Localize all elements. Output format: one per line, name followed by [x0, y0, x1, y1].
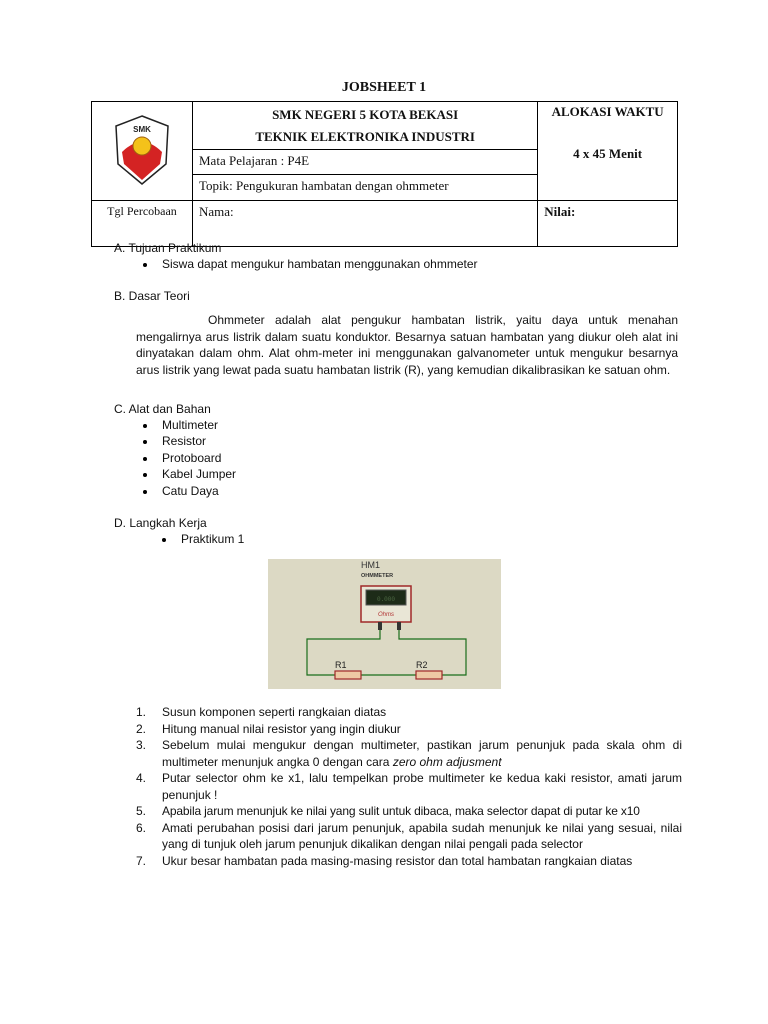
- school-logo-icon: [92, 102, 192, 196]
- tool-item: Kabel Jumper: [162, 467, 237, 481]
- tool-item: Catu Daya: [162, 484, 219, 498]
- meter-unit: Ohms: [377, 612, 395, 618]
- name-cell: Nama:: [193, 201, 538, 247]
- subject-cell: Mata Pelajaran : P4E: [193, 149, 538, 175]
- circuit-svg: [268, 559, 501, 689]
- school-info: [193, 102, 538, 150]
- department-name: TEKNIK ELEKTRONIKA INDUSTRI: [255, 129, 475, 144]
- step-item: 3. Sebelum mulai mengukur dengan multimeter, pastikan jarum penunjuk pada skala ohm di multimeter menunjuk angka 0 dengan cara zero ohm adjusment: [136, 738, 682, 769]
- resistor-r1: [335, 671, 361, 679]
- allocation-value: 4 x 45 Menit: [573, 146, 643, 161]
- section-b-text: Ohmmeter adalah alat pengukur hambatan listrik, yaitu daya untuk menahan mengalirnya arus listrik dalam suatu konduktor. Besarnya satuan hambatan yang diukur oleh alat ini dinyatakan dalam ohm. Alat ohm-meter ini menggunakan galvanometer untuk mengukur besarnya arus listrik yang lewat pada suatu hambatan listrik (R), yang kemudian dikalibrasikan ke satuan ohm.: [136, 313, 678, 377]
- tool-item: Resistor: [162, 434, 207, 448]
- bullet-icon: [143, 490, 147, 494]
- tool-item: Multimeter: [162, 418, 219, 432]
- section-d-title: D. Langkah Kerja: [114, 516, 207, 530]
- step-item: 4. Putar selector ohm ke x1, lalu tempelkan probe multimeter ke kedua kaki resistor, amati jarum penunjuk !: [136, 771, 682, 802]
- resistor-r2: [416, 671, 442, 679]
- header-table: [91, 101, 678, 247]
- tool-item: Protoboard: [162, 451, 222, 465]
- section-b-title: B. Dasar Teori: [114, 289, 190, 303]
- allocation-label: ALOKASI WAKTU: [551, 104, 664, 119]
- meter-terminal-right: [397, 622, 401, 630]
- date-cell: [92, 201, 193, 247]
- resistor-r1-label: R1: [335, 660, 347, 670]
- score-cell: Nilai:: [538, 201, 678, 247]
- bullet-icon: [143, 457, 147, 461]
- section-a-title: A. Tujuan Praktikum: [114, 241, 222, 255]
- step-item: 5. Apabila jarum menunjuk ke nilai yang sulit untuk dibaca, maka selector dapat di putar ke x10: [136, 804, 640, 818]
- document-title: JOBSHEET 1: [341, 80, 427, 95]
- section-c-title: C. Alat dan Bahan: [114, 402, 211, 416]
- step-item: 6. Amati perubahan posisi dari jarum penunjuk, apabila sudah menunjuk ke nilai yang sesuai, nilai yang di tunjuk oleh jarum penunjuk dikalikan dengan nilai pengali pada selector: [136, 820, 682, 851]
- steps-list: [136, 704, 682, 869]
- section-a-item: Siswa dapat mengukur hambatan menggunakan ohmmeter: [162, 257, 478, 271]
- step-emphasis: zero ohm adjusment: [392, 754, 502, 769]
- logo-cell: [92, 102, 193, 201]
- school-name: SMK NEGERI 5 KOTA BEKASI: [272, 107, 459, 122]
- bullet-icon: [143, 473, 147, 477]
- meter-name: HM1: [361, 560, 381, 570]
- allocation-cell: [538, 102, 678, 201]
- bullet-icon: [143, 424, 147, 428]
- wire-right: [399, 630, 466, 675]
- bullet-icon: [143, 263, 147, 267]
- meter-display-value: 0.000: [376, 596, 396, 603]
- meter-type: OHMMETER: [361, 573, 394, 579]
- bullet-icon: [143, 440, 147, 444]
- bullet-icon: [162, 538, 166, 542]
- topic-cell: Topik: Pengukuran hambatan dengan ohmmeter: [193, 175, 538, 201]
- step-item: 1. Susun komponen seperti rangkaian diatas: [136, 705, 387, 719]
- step-item: 2. Hitung manual nilai resistor yang ingin diukur: [136, 721, 401, 736]
- section-d-sub: Praktikum 1: [181, 532, 245, 546]
- date-label: Tgl Percobaan: [107, 204, 177, 218]
- circuit-diagram: [268, 559, 501, 689]
- svg-text:SMK: SMK: [133, 125, 151, 134]
- meter-terminal-left: [378, 622, 382, 630]
- step-item: 7. Ukur besar hambatan pada masing-masing resistor dan total hambatan rangkaian diatas: [136, 853, 633, 868]
- resistor-r2-label: R2: [416, 660, 428, 670]
